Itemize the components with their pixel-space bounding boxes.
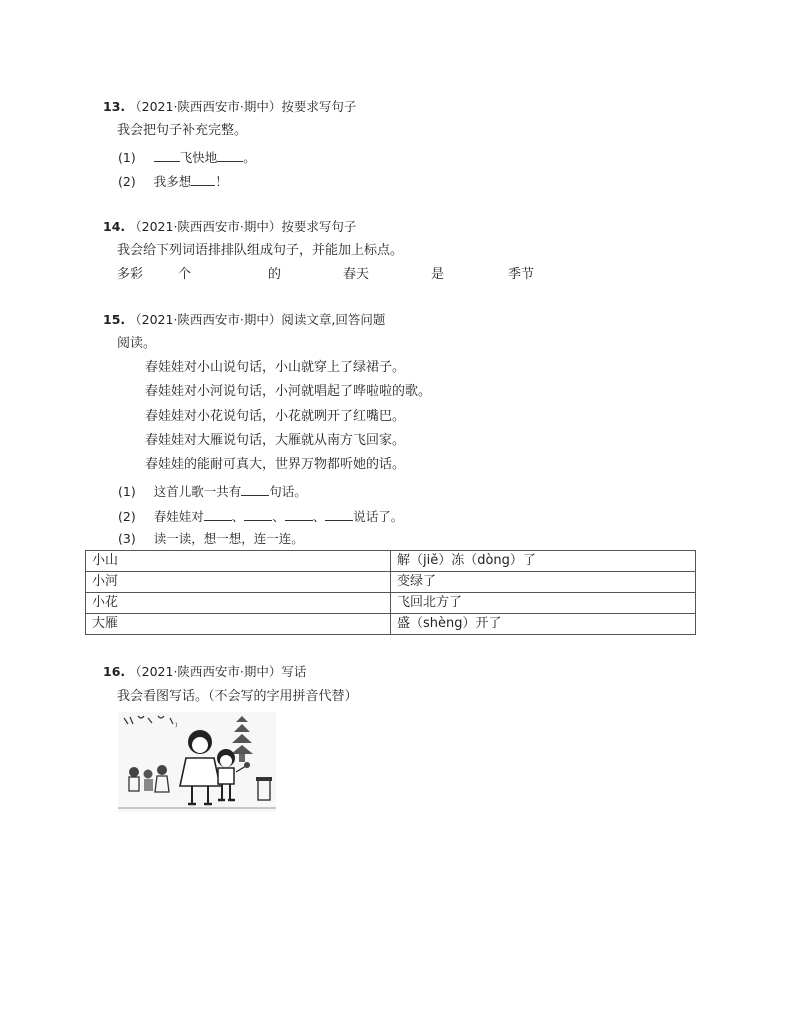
q13-heading <box>103 98 356 116</box>
q15-item-2-number: (2) <box>118 509 136 524</box>
q15-source: （2021·陕西西安市·期中）阅读文章,回答问题 <box>129 312 386 327</box>
q13-source: （2021·陕西西安市·期中）按要求写句子 <box>129 99 357 114</box>
q15-item-2-sep: 、 <box>312 509 326 524</box>
q15-item-2 <box>118 506 403 526</box>
q13-item-2-text: 我多想 <box>153 174 192 189</box>
q15-item-1 <box>118 481 307 501</box>
q15-item-2-blank-4[interactable] <box>325 506 353 521</box>
svg-text:): ) <box>175 722 178 729</box>
q13-item-1-blank-1[interactable] <box>154 147 180 162</box>
q14-number: 14. <box>103 219 126 234</box>
q14-word: 季节 <box>508 267 535 282</box>
q16-source: （2021·陕西西安市·期中）写话 <box>129 664 307 679</box>
q15-item-2-blank-1[interactable] <box>204 506 232 521</box>
poem-line: 春娃娃对小花说句话，小花就咧开了红嘴巴。 <box>145 409 406 424</box>
q13-instruction: 我会把句子补充完整。 <box>117 123 248 138</box>
q13-item-2-number: (2) <box>118 174 136 189</box>
q13-item-2-end: ！ <box>215 174 228 189</box>
q15-instruction: 阅读。 <box>117 336 157 351</box>
table-row <box>86 614 696 635</box>
poem-line: 春娃娃对大雁说句话，大雁就从南方飞回家。 <box>145 433 406 448</box>
q15-number: 15. <box>103 312 126 327</box>
q15-item-2-end: 说话了。 <box>353 509 404 524</box>
q13-item-1-blank-2[interactable] <box>217 147 243 162</box>
q15-item-3-number: (3) <box>118 531 136 546</box>
table-cell-right[interactable]: 变绿了 <box>391 572 696 593</box>
q14-word: 春天 <box>343 267 370 282</box>
q13-item-2-blank[interactable] <box>191 171 215 186</box>
poem-line: 春娃娃的能耐可真大，世界万物都听她的话。 <box>145 457 406 472</box>
q15-item-2-text: 春娃娃对 <box>153 509 204 524</box>
table-cell-left[interactable]: 小山 <box>86 551 391 572</box>
table-row <box>86 572 696 593</box>
table-cell-right[interactable]: 盛（shèng）开了 <box>391 614 696 635</box>
q13-item-1-middle: 飞快地 <box>179 150 218 165</box>
q15-item-2-sep: 、 <box>231 509 245 524</box>
table-cell-right[interactable]: 飞回北方了 <box>391 593 696 614</box>
q13-item-2 <box>118 171 228 191</box>
q16-instruction: 我会看图写话。（不会写的字用拼音代替） <box>117 689 358 704</box>
q14-word: 的 <box>268 267 282 282</box>
table-cell-left[interactable]: 小花 <box>86 593 391 614</box>
q14-source: （2021·陕西西安市·期中）按要求写句子 <box>129 219 357 234</box>
table-cell-right[interactable]: 解（jiě）冻（dòng）了 <box>391 551 696 572</box>
q14-word: 多彩 <box>117 267 144 282</box>
table-row <box>86 593 696 614</box>
q15-heading <box>103 311 385 329</box>
q15-item-1-text: 这首儿歌一共有 <box>153 484 242 499</box>
q15-item-3-text: 读一读，想一想，连一连。 <box>153 531 304 546</box>
table-cell-left[interactable]: 小河 <box>86 572 391 593</box>
table-cell-left[interactable]: 大雁 <box>86 614 391 635</box>
q15-item-3 <box>118 530 304 548</box>
q16-number: 16. <box>103 664 126 679</box>
spring-children-illustration <box>118 712 276 812</box>
q13-item-1 <box>118 147 256 167</box>
q14-instruction: 我会给下列词语排排队组成句子，并能加上标点。 <box>117 243 404 258</box>
q15-item-1-number: (1) <box>118 484 136 499</box>
q15-item-2-blank-2[interactable] <box>244 506 272 521</box>
poem-line: 春娃娃对小河说句话，小河就唱起了哗啦啦的歌。 <box>145 384 432 399</box>
q15-item-1-blank[interactable] <box>241 481 269 496</box>
q16-heading <box>103 663 306 681</box>
matching-table <box>85 550 696 635</box>
q14-heading <box>103 218 356 236</box>
q14-word: 个 <box>178 267 192 282</box>
q14-word: 是 <box>431 267 445 282</box>
q15-item-2-blank-3[interactable] <box>285 506 313 521</box>
table-row <box>86 551 696 572</box>
q15-item-1-end: 句话。 <box>269 484 307 499</box>
q15-item-2-sep: 、 <box>272 509 285 524</box>
poem-line: 春娃娃对小山说句话，小山就穿上了绿裙子。 <box>145 360 406 375</box>
q13-item-1-end: 。 <box>243 150 256 165</box>
q13-number: 13. <box>103 99 126 114</box>
q13-item-1-number: (1) <box>118 150 136 165</box>
